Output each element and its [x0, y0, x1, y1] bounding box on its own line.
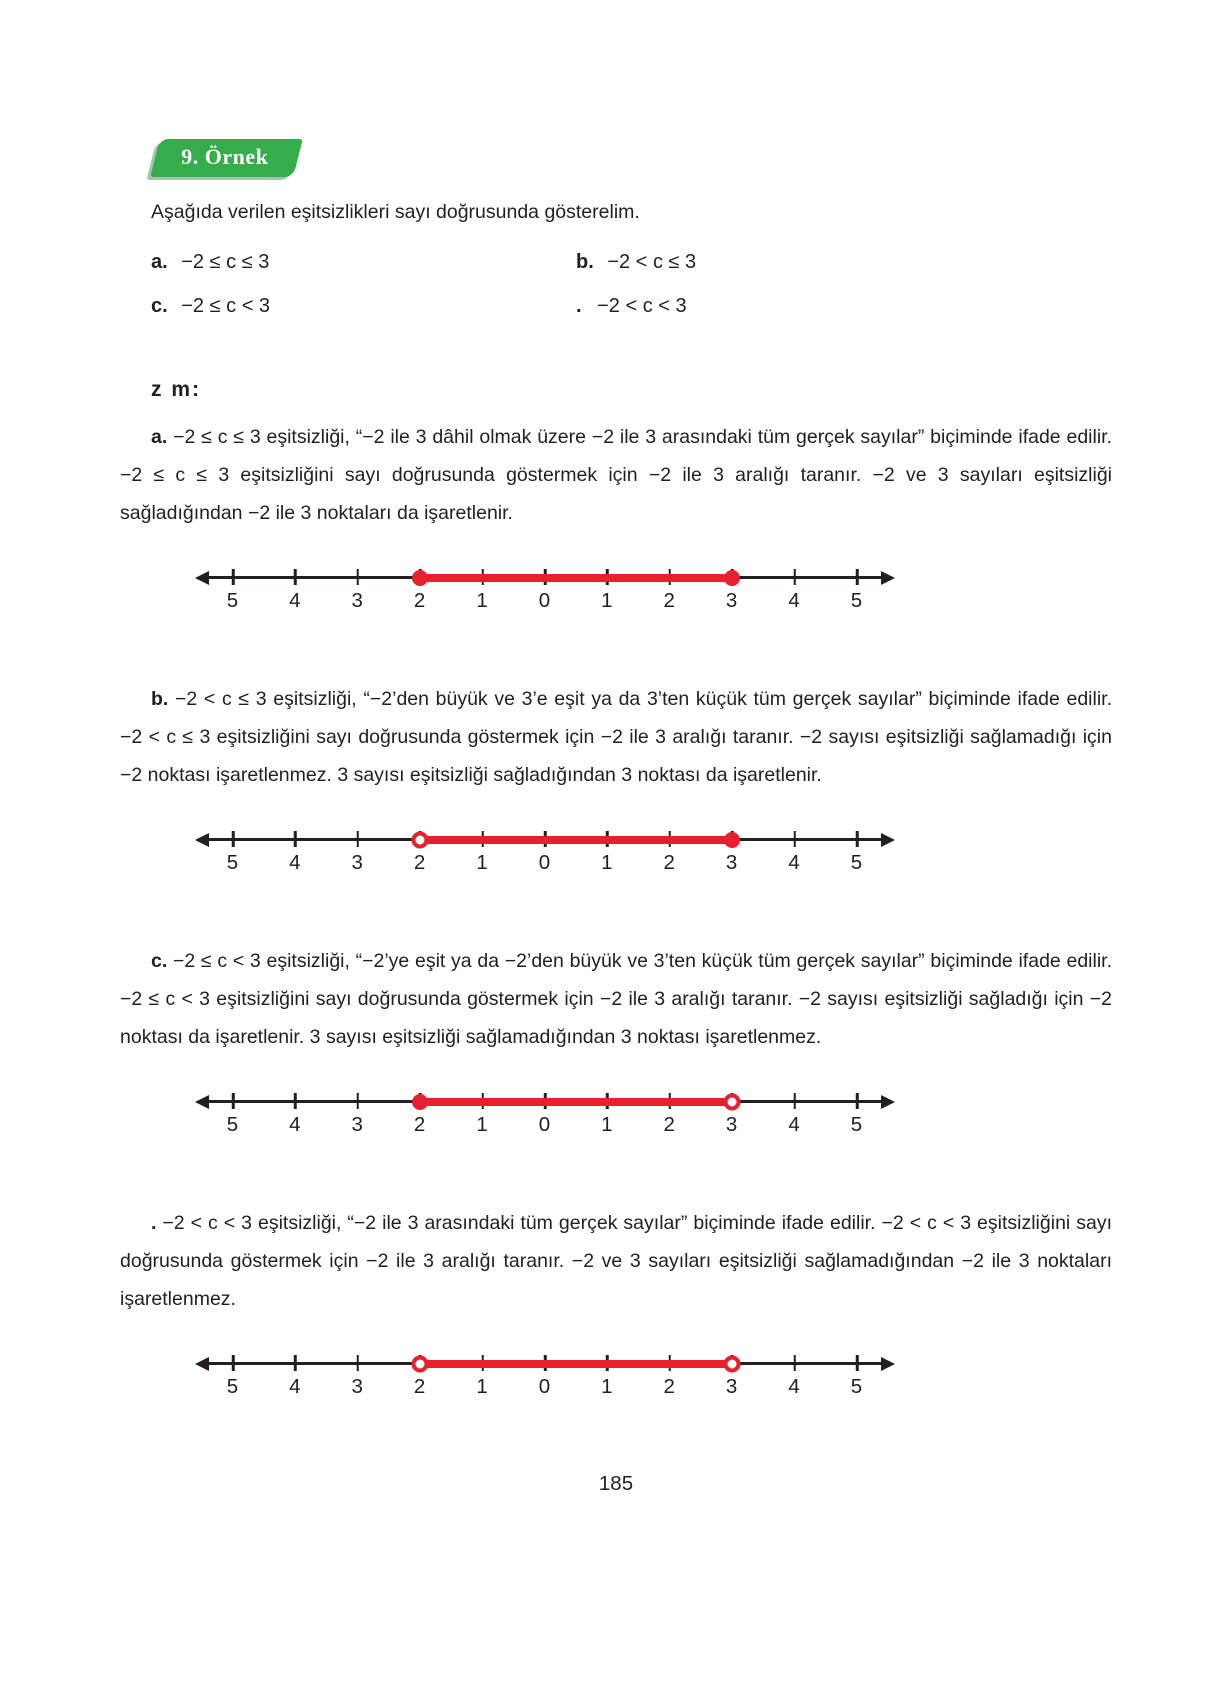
solution-text: −2 < c ≤ 3 eşitsizliği, “−2’den büyük ve 3’e eşit ya da 3’ten küçük tüm gerçek sayılar” biçiminde ifade edilir. −2 < c ≤ 3 eşitsizliğini sayı doğrusunda göstermek için −2 ile 3 aralığı taranır. −2 sayısı eşitsizliği sağlamadığı için −2 noktası işaretlenmez. 3 sayısı eşitsizliği sağladığından 3 noktası da işaretlenir.	[120, 688, 1112, 786]
tick-mark	[856, 569, 859, 585]
tick-label: 4	[788, 1375, 800, 1398]
arrow-right-icon	[881, 1357, 895, 1371]
solution-paragraph-c	[120, 942, 1112, 1056]
tick-label: 3	[351, 851, 363, 874]
tick-label: 5	[850, 1375, 863, 1398]
tick-label: 5	[226, 589, 239, 612]
tick-label: 3	[725, 1113, 738, 1136]
tick-label: 1	[476, 1375, 488, 1398]
example-badge	[150, 139, 303, 177]
arrow-left-icon	[195, 571, 209, 585]
tick-mark	[357, 831, 360, 847]
solution-text: −2 < c < 3 eşitsizliği, “−2 ile 3 arasındaki tüm gerçek sayılar” biçiminde ifade edilir. −2 < c < 3 eşitsizliğini sayı doğrusunda göstermek için −2 ile 3 aralığı taranır. −2 ve 3 sayıları eşitsizliği sağlamadığından −2 ile 3 noktaları işaretlenmez.	[120, 1212, 1113, 1310]
tick-mark	[357, 1355, 360, 1371]
arrow-left-icon	[195, 1357, 209, 1371]
tick-mark	[793, 1093, 796, 1109]
inequality-item-b	[576, 251, 696, 274]
tick-label: 2	[413, 1113, 426, 1136]
inequality-row	[151, 284, 1112, 328]
number-line-scale	[226, 1088, 863, 1146]
tick-mark	[294, 1093, 297, 1109]
tick-mark	[793, 1355, 796, 1371]
page-number: 185	[598, 1472, 634, 1495]
number-line-scale	[226, 564, 863, 622]
solution-paragraph-b	[120, 680, 1112, 794]
tick-mark	[294, 831, 297, 847]
tick-label: 2	[413, 851, 426, 874]
tick-label: 1	[601, 1113, 613, 1136]
tick-mark	[357, 1093, 360, 1109]
item-letter: c.	[151, 294, 168, 317]
tick-label: 0	[538, 1375, 551, 1398]
tick-label: 2	[663, 1113, 675, 1136]
tick-label: 4	[289, 1113, 301, 1136]
item-expression: −2 ≤ c ≤ 3	[181, 250, 270, 273]
number-line-b	[195, 826, 895, 884]
arrow-right-icon	[881, 1095, 895, 1109]
inequality-item-c	[151, 295, 576, 318]
tick-label: 0	[538, 589, 551, 612]
tick-mark	[856, 1355, 859, 1371]
number-line-c	[195, 1088, 895, 1146]
tick-mark	[357, 569, 360, 585]
solution-letter: a.	[151, 426, 168, 448]
tick-label: 4	[788, 851, 800, 874]
tick-label: 5	[226, 1375, 239, 1398]
tick-mark	[294, 569, 297, 585]
tick-label: 4	[788, 1113, 800, 1136]
tick-label: 2	[663, 1375, 675, 1398]
tick-mark	[294, 1355, 297, 1371]
tick-mark	[793, 569, 796, 585]
tick-label: 5	[850, 589, 863, 612]
tick-mark	[856, 831, 859, 847]
highlight-segment	[420, 1098, 732, 1106]
tick-label: 3	[725, 1375, 738, 1398]
tick-label: 0	[538, 851, 551, 874]
arrow-right-icon	[881, 571, 895, 585]
tick-label: 3	[725, 589, 738, 612]
tick-label: 3	[351, 1375, 363, 1398]
tick-label: 5	[226, 851, 239, 874]
tick-mark	[232, 569, 235, 585]
tick-label: 5	[850, 1113, 863, 1136]
tick-label: 2	[413, 589, 426, 612]
item-letter: a.	[151, 250, 168, 273]
solution-text: −2 ≤ c ≤ 3 eşitsizliği, “−2 ile 3 dâhil olmak üzere −2 ile 3 arasındaki tüm gerçek sayılar” biçiminde ifade edilir. −2 ≤ c ≤ 3 eşitsizliğini sayı doğrusunda göstermek için −2 ile 3 aralığı taranır. −2 ve 3 sayıları eşitsizliği sağladığından −2 ile 3 noktaları da işaretlenir.	[120, 426, 1113, 524]
endpoint-open-minus2	[412, 1355, 429, 1372]
inequality-item-d	[576, 295, 687, 318]
tick-label: 4	[289, 1375, 301, 1398]
tick-label: 4	[289, 851, 301, 874]
tick-mark	[856, 1093, 859, 1109]
item-expression: −2 ≤ c < 3	[181, 294, 271, 317]
tick-mark	[232, 831, 235, 847]
endpoint-open-3	[724, 1093, 741, 1110]
tick-label: 2	[413, 1375, 426, 1398]
tick-label: 4	[788, 589, 800, 612]
inequality-list	[151, 240, 1112, 328]
solution-heading: z m:	[151, 378, 201, 401]
arrow-right-icon	[881, 833, 895, 847]
solution-paragraph-a	[120, 418, 1112, 532]
tick-label: 1	[476, 589, 488, 612]
number-line-scale	[226, 826, 863, 884]
solution-letter: .	[151, 1212, 157, 1234]
inequality-item-a	[151, 251, 576, 274]
tick-label: 4	[289, 589, 301, 612]
item-expression: −2 < c < 3	[597, 294, 687, 317]
item-letter: .	[576, 294, 582, 317]
number-line-d	[195, 1350, 895, 1408]
tick-label: 0	[538, 1113, 551, 1136]
endpoint-closed-3	[724, 832, 740, 848]
tick-label: 1	[601, 851, 613, 874]
solution-paragraph-d	[120, 1204, 1112, 1318]
number-line-a	[195, 564, 895, 622]
endpoint-open-3	[724, 1355, 741, 1372]
item-expression: −2 < c ≤ 3	[607, 250, 697, 273]
highlight-segment	[420, 574, 732, 582]
tick-label: 1	[476, 1113, 488, 1136]
tick-mark	[793, 831, 796, 847]
highlight-segment	[420, 1360, 732, 1368]
inequality-row	[151, 240, 1112, 284]
number-line-scale	[226, 1350, 863, 1408]
tick-mark	[232, 1355, 235, 1371]
endpoint-closed-3	[724, 570, 740, 586]
solution-letter: c.	[151, 950, 168, 972]
arrow-left-icon	[195, 833, 209, 847]
endpoint-closed-minus2	[412, 1094, 428, 1110]
tick-label: 5	[850, 851, 863, 874]
tick-label: 2	[663, 589, 675, 612]
highlight-segment	[420, 836, 732, 844]
solution-letter: b.	[151, 688, 169, 710]
tick-label: 3	[351, 1113, 363, 1136]
endpoint-closed-minus2	[412, 570, 428, 586]
tick-label: 2	[663, 851, 675, 874]
solution-text: −2 ≤ c < 3 eşitsizliği, “−2’ye eşit ya da −2’den büyük ve 3’ten küçük tüm gerçek sayılar” biçiminde ifade edilir. −2 ≤ c < 3 eşitsizliğini sayı doğrusunda göstermek için −2 ile 3 aralığı taranır. −2 sayısı eşitsizliği sağladığı için −2 noktası da işaretlenir. 3 sayısı eşitsizliği sağlamadığından 3 noktası işaretlenmez.	[120, 950, 1112, 1048]
tick-label: 1	[601, 589, 613, 612]
tick-label: 3	[725, 851, 738, 874]
intro-text: Aşağıda verilen eşitsizlikleri sayı doğrusunda gösterelim.	[151, 201, 640, 223]
tick-label: 5	[226, 1113, 239, 1136]
tick-label: 1	[476, 851, 488, 874]
example-badge-label: 9. Örnek	[181, 144, 269, 169]
endpoint-open-minus2	[412, 831, 429, 848]
item-letter: b.	[576, 250, 594, 273]
tick-label: 1	[601, 1375, 613, 1398]
tick-label: 3	[351, 589, 363, 612]
tick-mark	[232, 1093, 235, 1109]
arrow-left-icon	[195, 1095, 209, 1109]
